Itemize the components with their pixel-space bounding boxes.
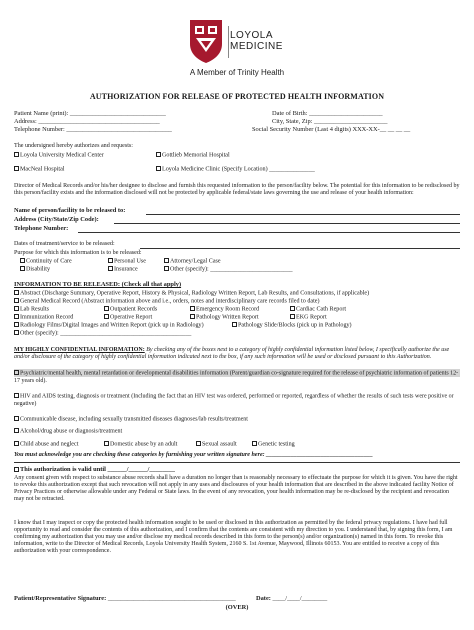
signature-row[interactable] [14, 595, 236, 603]
confidential-item-communicable[interactable]: Communicable disease, including sexually transmitted diseases diagnoses/lab results/treatment [14, 416, 460, 424]
confidential-domestic-abuse[interactable]: Domestic abuse by an adult [104, 441, 177, 449]
facility-option-gottlieb[interactable]: Gottlieb Memorial Hospital [156, 152, 230, 160]
checkbox[interactable] [14, 416, 19, 421]
checkbox[interactable] [190, 306, 195, 311]
telephone-field[interactable]: Telephone Number: _________________________________ [14, 126, 172, 133]
facility-option-clinic[interactable]: Loyola Medicine Clinic (Specify Location) _______________ [156, 166, 315, 174]
revocation-paragraph: Any consent given with respect to substance abuse records shall have a duration no longer than is reasonably necessary to effectuate the purpose for which it is given. You have the right to revoke this authorization except that such revocation will not apply in any uses and disclosures of your health information that are described in the above indicated facility Notice of Privacy Practices or otherwise allowable under any Federal or State laws. In the event of any revocation, your health information may be re-disclosed by the recipient and revocation may not be retracted. [14, 475, 458, 503]
checkbox[interactable] [14, 314, 19, 319]
dob-field[interactable]: Date of Birth: _______________________ [272, 110, 383, 117]
facility-option-lumc[interactable]: Loyola University Medical Center [14, 152, 104, 160]
info-item-er[interactable]: Emergency Room Record [190, 306, 259, 314]
checkbox[interactable] [14, 467, 19, 472]
director-paragraph: Director of Medical Records and/or his/her designee to disclose and furnish this requested information to the person/facility below. The potential for this information to be redisclosed by this person/facility exists and the information disclosed will not be protected by applicable federal/state laws governing the use and release of your health information: [14, 183, 460, 197]
signature-date-line[interactable]: ____/____/________ [272, 595, 328, 602]
checkbox[interactable] [104, 314, 109, 319]
confidential-sexual-assault[interactable]: Sexual assault [196, 441, 237, 449]
info-heading: INFORMATION TO BE RELEASED: (Check all that apply) [14, 281, 182, 288]
info-item-radiology[interactable]: Radiology Films/Digital Images and Written Report (pick up in Radiology) [14, 322, 204, 330]
info-item-cath[interactable]: Cardiac Cath Report [290, 306, 346, 314]
info-item-immunization[interactable]: Immunization Record [14, 314, 73, 322]
info-item-pathology[interactable]: Pathology Written Report [190, 314, 259, 322]
purpose-other[interactable]: Other (specify): ___________________________ [164, 266, 293, 274]
logo-divider [228, 26, 229, 58]
checkbox[interactable] [14, 290, 19, 295]
checkbox[interactable] [14, 152, 19, 157]
over-note: (OVER) [225, 604, 249, 611]
acknowledgement-paragraph: I know that I may inspect or copy the protected health information sought to be used or disclosed in this authorization as permitted by the federal privacy regulations. I have had full opportunity to read and consider the contents of this authorization, and I confirm that the contents are consistent with my direction to you. I understand that, by signing this form, I am confirming my authorization that you may use and/or disclose my medical records described in this form to the person(s) and/or organization(s) named in this form. To revoke this information, write to the Director of Medical Records, Loyola University Health System, 2160 S. 1st Avenue, Maywood, Illinois 60153. You are entitled to receive a copy of this authorization with your correspondence. [14, 520, 453, 555]
checkbox[interactable] [290, 306, 295, 311]
purpose-continuity[interactable]: Continuity of Care [20, 258, 72, 266]
recipient-address-label: Address (City/State/Zip Code): [14, 216, 99, 223]
loyola-seal-logo [186, 18, 226, 64]
facility-intro: The undersigned hereby authorizes and requests: [14, 143, 133, 149]
facility-option-macneal[interactable]: MacNeal Hospital [14, 166, 65, 174]
patient-name-field[interactable]: Patient Name (print): ______________________________ [14, 110, 166, 117]
checkbox[interactable] [156, 152, 161, 157]
recipient-address-line[interactable] [114, 223, 460, 224]
checkbox[interactable] [14, 322, 19, 327]
form-title: AUTHORIZATION FOR RELEASE OF PROTECTED HEALTH INFORMATION [89, 92, 385, 101]
checkbox[interactable] [14, 298, 19, 303]
info-item-slides[interactable]: Pathology Slide/Blocks (pick up in Pathology) [232, 322, 352, 330]
checkbox[interactable] [14, 441, 19, 446]
checkbox[interactable] [164, 258, 169, 263]
purpose-disability[interactable]: Disability [20, 266, 50, 274]
logo-line-1: LOYOLA [230, 30, 274, 41]
city-state-zip-field[interactable]: City, State, Zip: _______________________ [272, 118, 388, 125]
info-item-ekg[interactable]: EKG Report [290, 314, 327, 322]
recipient-name-line[interactable] [146, 214, 460, 215]
dates-of-service-label: Dates of treatment/service to be released: [14, 241, 115, 247]
purpose-legal[interactable]: Attorney/Legal Case [164, 258, 221, 266]
confidential-genetic-testing[interactable]: Genetic testing [252, 441, 295, 449]
confidential-item-alcohol[interactable]: Alcohol/drug abuse or diagnosis/treatment [14, 428, 460, 436]
checkbox[interactable] [14, 166, 19, 171]
recipient-phone-label: Telephone Number: [14, 225, 69, 232]
info-item-lab[interactable]: Lab Results [14, 306, 49, 314]
checkbox[interactable] [14, 330, 19, 335]
confidential-warning[interactable]: You must acknowledge you are checking these categories by furnishing your written signature here: ___________________________________ [14, 452, 373, 458]
member-tagline: A Member of Trinity Health [189, 68, 285, 77]
checkbox[interactable] [104, 441, 109, 446]
recipient-name-label: Name of person/facility to be released to: [14, 207, 126, 214]
info-item-operative[interactable]: Operative Report [104, 314, 152, 322]
signature-line[interactable]: ________________________________________ [107, 595, 236, 602]
info-item-other[interactable]: Other (specify): ___________________________________________ [14, 330, 191, 338]
purpose-label: Purpose for which this information is to be released: [14, 250, 142, 256]
logo-wordmark [230, 30, 283, 52]
checkbox[interactable] [14, 370, 19, 375]
checkbox[interactable] [156, 166, 161, 171]
section-divider [14, 462, 460, 463]
recipient-phone-line[interactable] [78, 232, 460, 233]
checkbox[interactable] [108, 266, 113, 271]
checkbox[interactable] [196, 441, 201, 446]
confidential-item-psychiatric[interactable]: Psychiatric/mental health, mental retardation or developmental disabilities information (Parent/guardian co-signature required for the release of psychiatric information of patients 12-17 years old). [14, 370, 459, 384]
checkbox[interactable] [14, 428, 19, 433]
ssn-field[interactable]: Social Security Number (Last 4 digits) XXX-XX-__ __ __ __ [252, 126, 411, 133]
validity-field[interactable]: This authorization is valid until ______/______/________ [14, 466, 175, 474]
signature-date-row[interactable] [256, 595, 327, 603]
checkbox[interactable] [14, 306, 19, 311]
confidential-child-abuse[interactable]: Child abuse and neglect [14, 441, 78, 449]
signature-date-label: Date: [256, 595, 271, 602]
checkbox[interactable] [232, 322, 237, 327]
purpose-personal[interactable]: Personal Use [108, 258, 146, 266]
confidential-item-hiv[interactable]: HIV and AIDS testing, diagnosis or treatment (Including the fact that an HIV test was ordered, performed or reported, regardless of whether the results of such tests were positive or negative) [14, 393, 454, 407]
info-item-abstract[interactable]: Abstract (Discharge Summary, Operative Report, History & Physical, Radiology Written Report, Lab Results, and Consultations, if applicable) [14, 290, 369, 298]
checkbox[interactable] [104, 306, 109, 311]
checkbox[interactable] [290, 314, 295, 319]
dates-of-service-line[interactable] [140, 248, 460, 249]
logo-line-2: MEDICINE [230, 41, 283, 52]
checkbox[interactable] [190, 314, 195, 319]
checkbox[interactable] [108, 258, 113, 263]
purpose-insurance[interactable]: Insurance [108, 266, 138, 274]
address-field[interactable]: Address: ______________________________________ [14, 118, 160, 125]
checkbox[interactable] [164, 266, 169, 271]
info-item-general[interactable]: General Medical Record (Abstract information above and i.e., orders, notes and interdisciplinary care records filed to date) [14, 298, 320, 306]
confidential-intro: MY HIGHLY CONFIDENTIAL INFORMATION: By checking any of the boxes next to a category of highly confidential information listed below, I specifically authorize the use and/or disclosure of the category of highly confidential information indicated next to the box, if any such information will be used or disclosed pursuant to this Authorization. [14, 347, 450, 361]
checkbox[interactable] [20, 258, 25, 263]
checkbox[interactable] [20, 266, 25, 271]
info-item-outpatient[interactable]: Outpatient Records [104, 306, 157, 314]
checkbox[interactable] [14, 393, 19, 398]
checkbox[interactable] [252, 441, 257, 446]
signature-label: Patient/Representative Signature: [14, 595, 107, 602]
